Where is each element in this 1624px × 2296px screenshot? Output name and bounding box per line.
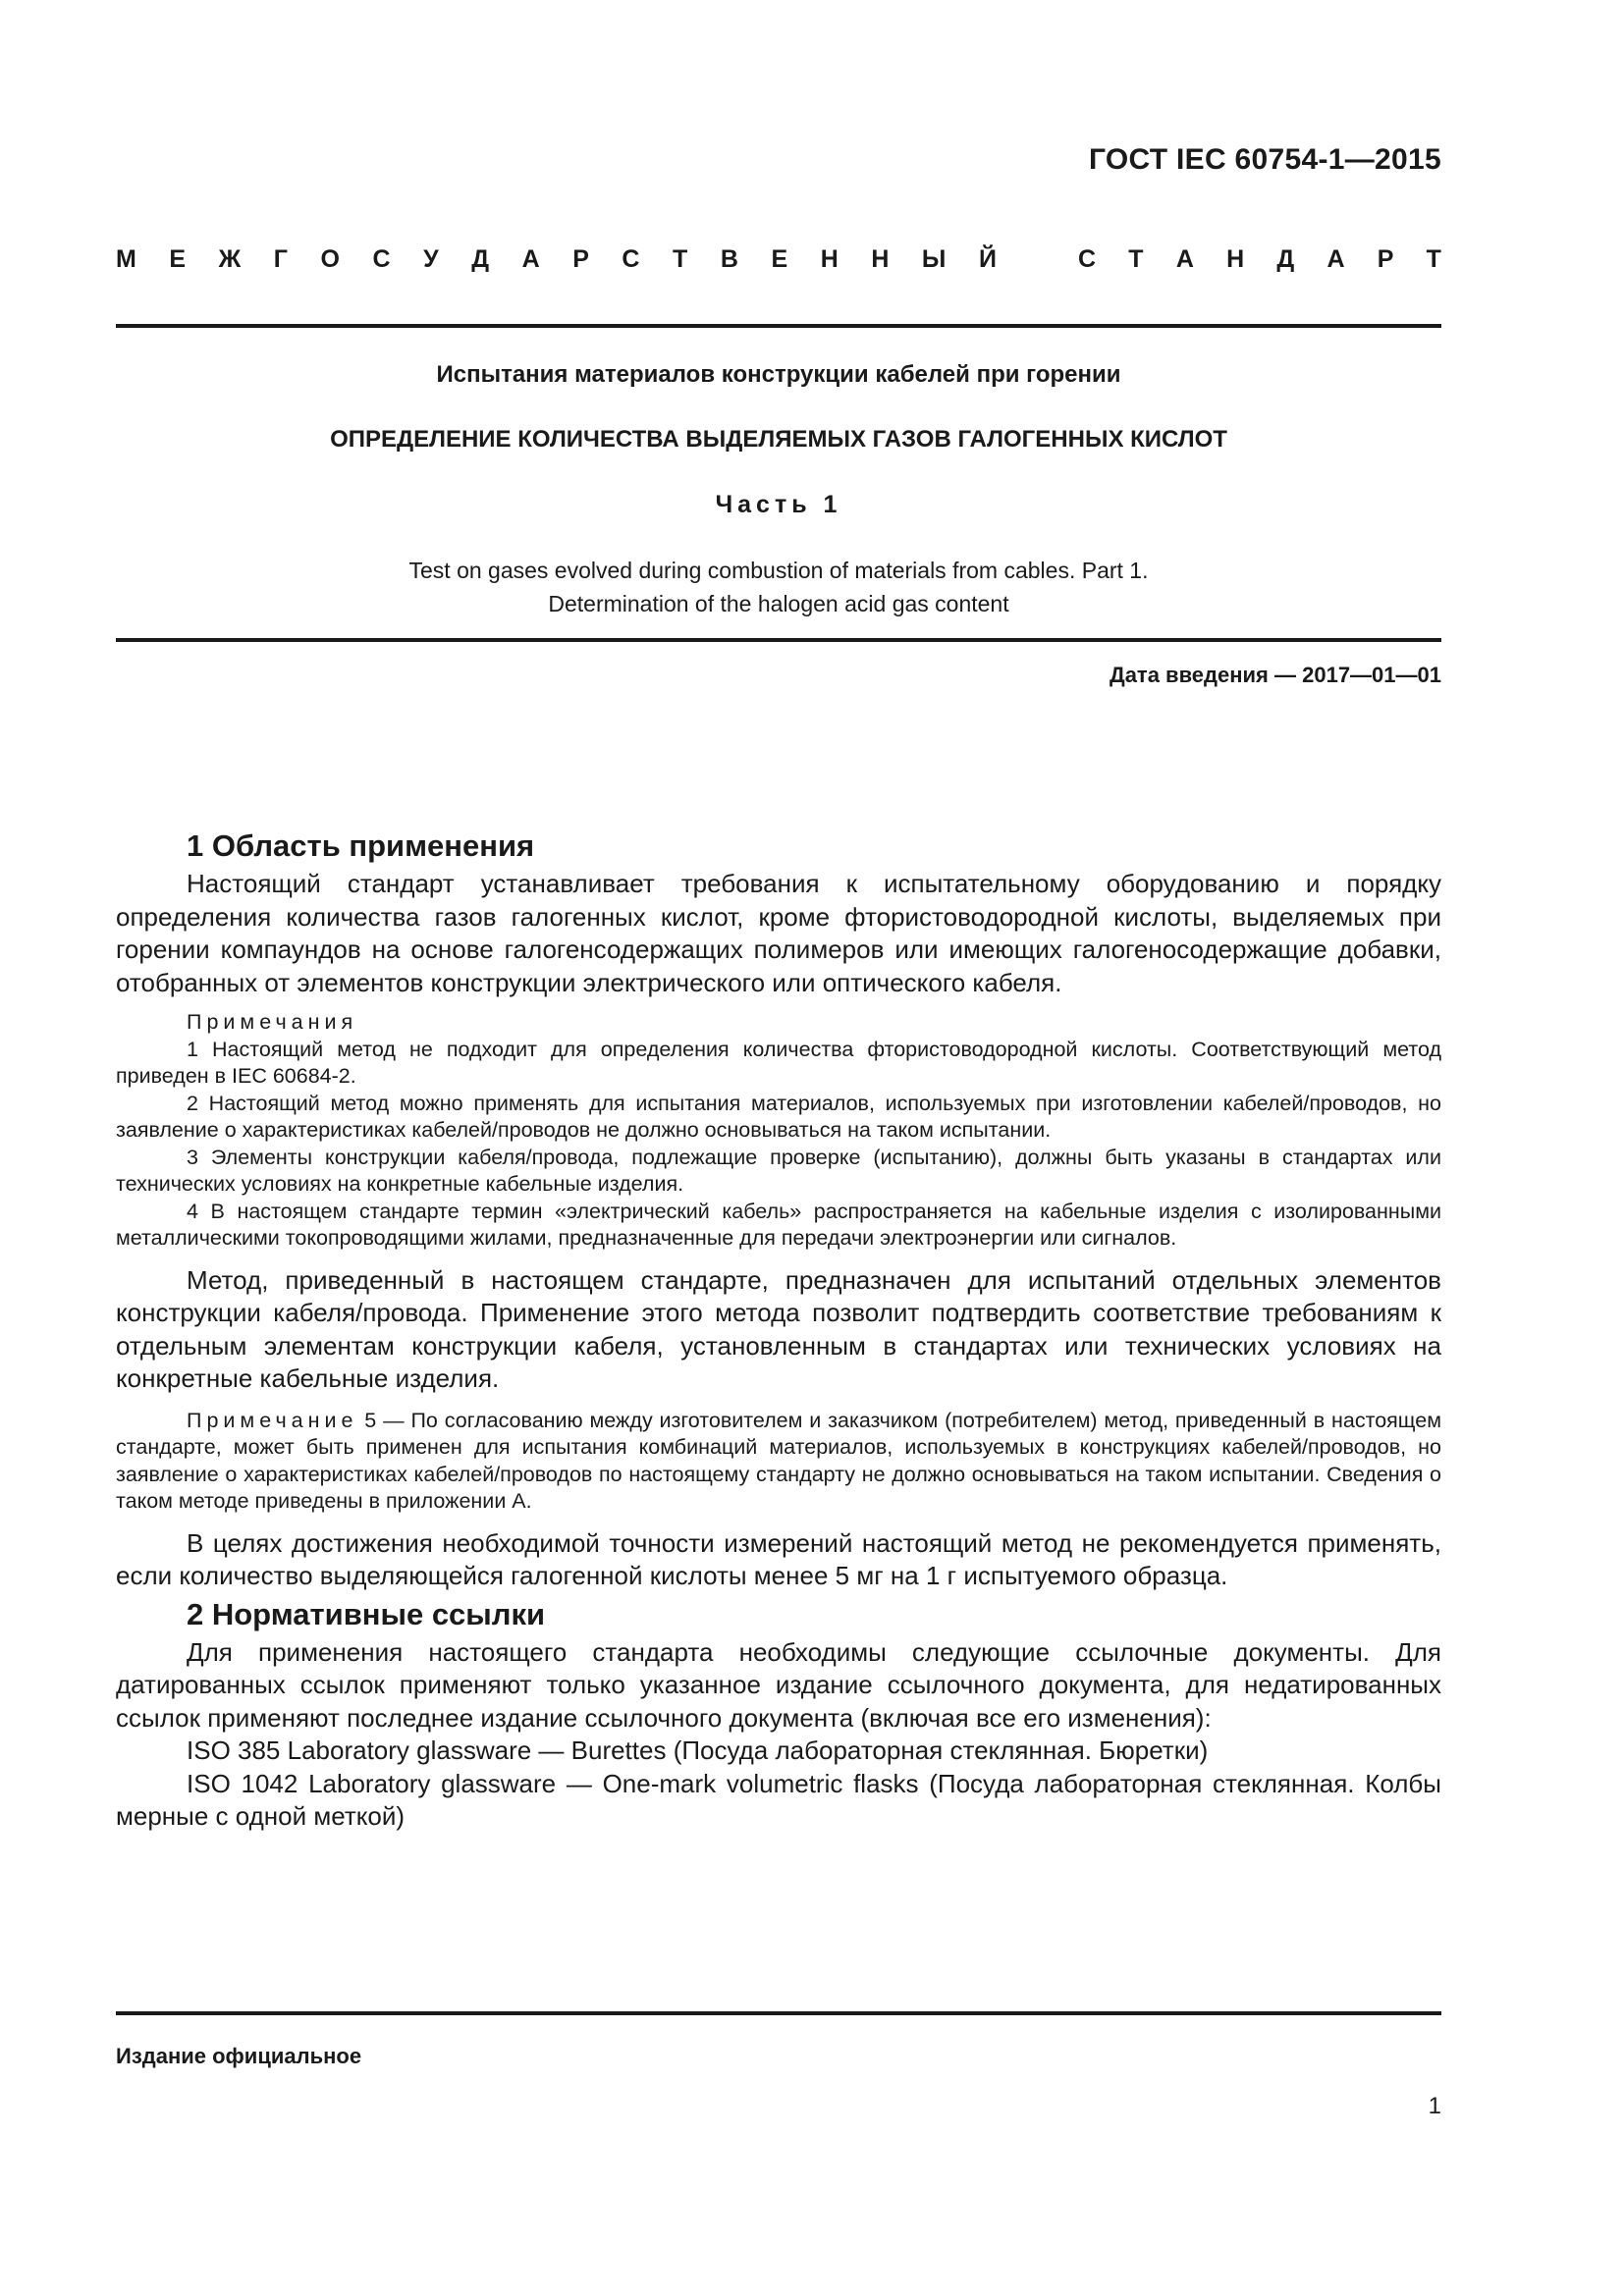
banner-letter: У	[423, 245, 439, 273]
paragraph: Для применения настоящего стандарта необходимы следующие ссылочные документы. Для датированных ссылок применяют только указанное издание ссылочного документа, для недатированных ссылок применяют последнее издание ссылочного документа (включая все его изменения):	[116, 1636, 1441, 1733]
banner-letter: А	[1326, 245, 1345, 273]
paragraph: Метод, приведенный в настоящем стандарте, предназначен для испытаний отдельных элементов конструкции кабеля/провода. Применение этого метода позволит подтвердить соответствие требованиям к отдельным элементам конструкции кабеля, установленным в стандартах или технических условиях на конкретные кабельные изделия.	[116, 1264, 1441, 1393]
title-general: Испытания материалов конструкции кабелей при горении	[436, 361, 1121, 388]
banner-word-standard	[1078, 245, 1441, 274]
banner-letter: А	[521, 245, 540, 273]
banner-letter: Г	[273, 245, 288, 273]
banner-letter: Д	[1276, 245, 1295, 273]
banner-letter: Е	[771, 245, 788, 273]
footer-divider	[116, 2011, 1441, 2015]
reference-item: ISO 385 Laboratory glassware — Burettes (Посуда лабораторная стеклянная. Бюретки)	[187, 1735, 1209, 1765]
banner-letter: С	[372, 245, 391, 273]
top-divider	[116, 324, 1441, 328]
introduction-date: Дата введения — 2017—01—01	[1110, 663, 1441, 687]
note-item: 4 В настоящем стандарте термин «электрический кабель» распространяется на кабельные изделия с изолированными металлическими токопроводящими жилами, предназначенные для передачи электроэнергии или сигналов.	[116, 1199, 1441, 1250]
banner-letter: Т	[1128, 245, 1144, 273]
main-content	[116, 825, 1441, 1834]
banner-letter: Т	[673, 245, 688, 273]
document-id: ГОСТ IEC 60754-1—2015	[1088, 143, 1441, 176]
banner-word-interstate	[116, 245, 997, 274]
english-title-line: Test on gases evolved during combustion of materials from cables. Part 1.	[408, 558, 1149, 583]
note-item: 3 Элементы конструкции кабеля/провода, подлежащие проверке (испытанию), должны быть указаны в стандартах или технических условиях на конкретные кабельные изделия.	[116, 1145, 1441, 1196]
banner-letter: Ы	[921, 245, 947, 273]
standard-type-banner	[116, 245, 1441, 274]
banner-letter: Н	[1226, 245, 1245, 273]
publication-status: Издание официальное	[116, 2044, 362, 2068]
page-number: 1	[1428, 2093, 1441, 2119]
note-item: 2 Настоящий метод можно применять для испытания материалов, используемых при изготовлении кабелей/проводов, но заявление о характеристиках кабелей/проводов не должно основываться на таком испытании.	[116, 1091, 1441, 1142]
paragraph: Настоящий стандарт устанавливает требования к испытательному оборудованию и порядку определения количества газов галогенных кислот, кроме фтористоводородной кислоты, выделяемых при горении компаундов на основе галогенсодержащих полимеров или имеющих галогеносодержащие добавки, отобранных от элементов конструкции электрического или оптического кабеля.	[116, 869, 1441, 997]
banner-letter: А	[1175, 245, 1194, 273]
section-heading-scope: 1 Область применения	[187, 828, 535, 863]
note-text: 5 — По согласованию между изготовителем и заказчиком (потребителем) метод, приведенный в настоящем стандарте, может быть применен для испытания комбинаций материалов, используемых в конструкциях кабелей/проводов, но заявление о характеристиках кабелей/проводов по настоящему стандарту не должно основываться на таком испытании. Сведения о таком методе приведены в приложении А.	[116, 1408, 1441, 1513]
banner-letter: С	[622, 245, 640, 273]
banner-letter: Й	[978, 245, 997, 273]
note-label: Примечание	[187, 1408, 358, 1432]
title-part: Часть 1	[715, 491, 842, 518]
english-title	[116, 554, 1441, 620]
banner-letter: Р	[572, 245, 589, 273]
banner-letter: С	[1078, 245, 1097, 273]
english-title-line: Determination of the halogen acid gas content	[548, 591, 1009, 616]
banner-letter: Т	[1426, 245, 1441, 273]
banner-letter: Н	[820, 245, 839, 273]
banner-letter: Д	[471, 245, 490, 273]
title-main: ОПРЕДЕЛЕНИЕ КОЛИЧЕСТВА ВЫДЕЛЯЕМЫХ ГАЗОВ ГАЛОГЕННЫХ КИСЛОТ	[330, 426, 1227, 453]
note-item	[116, 1408, 1441, 1516]
banner-letter: Н	[871, 245, 890, 273]
section-heading-normative-references: 2 Нормативные ссылки	[187, 1596, 546, 1631]
banner-letter: Р	[1377, 245, 1394, 273]
title-divider	[116, 638, 1441, 642]
banner-letter: Ж	[218, 245, 242, 273]
notes-label: Примечания	[187, 1010, 358, 1034]
banner-letter: Е	[169, 245, 187, 273]
banner-letter: В	[720, 245, 738, 273]
paragraph: В целях достижения необходимой точности измерений настоящий метод не рекомендуется применять, если количество выделяющейся галогенной кислоты менее 5 мг на 1 г испытуемого образца.	[116, 1527, 1441, 1590]
banner-letter: О	[320, 245, 340, 273]
note-item: 1 Настоящий метод не подходит для определения количества фтористоводородной кислоты. Соответствующий метод приведен в IEC 60684-2.	[116, 1037, 1441, 1088]
reference-item: ISO 1042 Laboratory glassware — One-mark volumetric flasks (Посуда лабораторная стеклянная. Колбы мерные с одной меткой)	[116, 1768, 1441, 1831]
banner-letter: М	[116, 245, 136, 273]
